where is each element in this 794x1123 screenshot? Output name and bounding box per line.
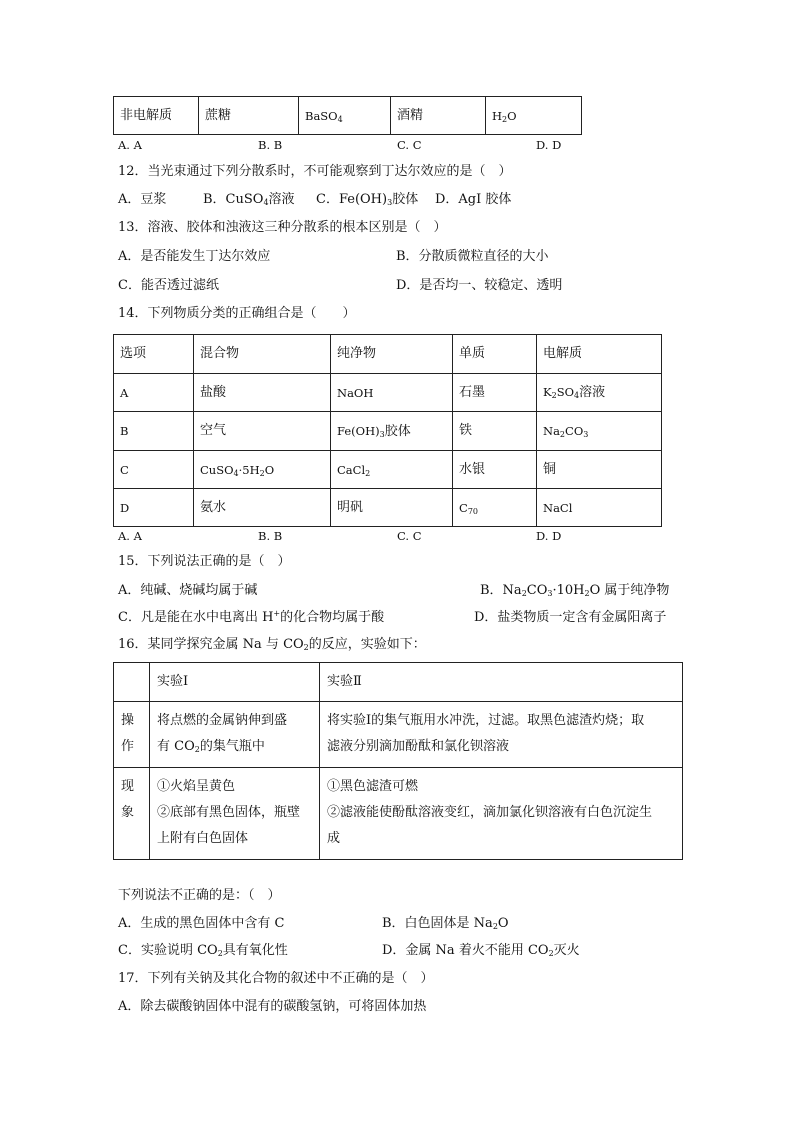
q14-option-c: C. C [397, 529, 422, 543]
label-char: 象 [121, 805, 135, 820]
q15-stem: 15．下列说法正确的是（ ） [118, 554, 291, 569]
q14-classification-table [113, 334, 662, 527]
cell-line [157, 734, 312, 760]
table-cell: 铁 [453, 412, 537, 451]
formula: Na [543, 424, 560, 438]
table-cell: B [114, 412, 194, 451]
subscript: 2 [303, 643, 309, 652]
q14-option-d: D. D [536, 529, 562, 543]
cell-line: 将点燃的金属钠伸到盛 [157, 713, 288, 728]
table-cell: 盐酸 [194, 374, 331, 412]
table-cell [320, 702, 683, 768]
formula: ·5H [238, 462, 260, 477]
table-cell: 空气 [194, 412, 331, 451]
q11-option-a: A. A [118, 138, 142, 152]
q13-option-a: A．是否能发生丁达尔效应 [118, 249, 271, 264]
formula: Fe(OH) [337, 423, 380, 438]
q11-option-c: C. C [397, 138, 422, 152]
q16-b-text: B．白色固体是 Na [382, 916, 493, 931]
subscript: 3 [583, 430, 589, 439]
cell-line: ①火焰呈黄色 [157, 779, 236, 794]
q13-option-c: C．能否透过滤纸 [118, 278, 219, 293]
q16-c-text: C．实验说明 CO [118, 943, 218, 958]
q14-option-b: B. B [258, 529, 283, 543]
q16-stem [118, 636, 426, 654]
q16-experiment-table [113, 662, 683, 860]
q16-stem-tail: 的反应，实验如下： [308, 637, 426, 652]
q16-question: 下列说法不正确的是：（ ） [118, 888, 281, 903]
q17-option-a: A．除去碳酸钠固体中混有的碳酸氢钠，可将固体加热 [118, 999, 427, 1014]
q12-option-a: A．豆浆 [118, 192, 167, 207]
formula: C [459, 500, 468, 515]
formula-h2o: $H_2O$ [492, 108, 517, 124]
table-header: 电解质 [537, 335, 662, 374]
table-header: 选项 [114, 335, 194, 374]
row-label-operation [114, 702, 150, 768]
q12-option-b [203, 191, 295, 209]
table-cell [320, 768, 683, 860]
q16-option-d [382, 942, 580, 960]
q15-option-d: D．盐类物质一定含有金属阳离子 [474, 610, 667, 625]
q12-option-c [316, 191, 418, 209]
q15-c-text: C．凡是能在水中电离出 H [118, 610, 274, 625]
q15-c-tail: 的化合物均属于酸 [280, 610, 385, 625]
table-cell [299, 97, 391, 135]
subscript: 2 [559, 430, 566, 439]
table-cell: 石墨 [453, 374, 537, 412]
q15-b-text: B．Na [480, 583, 522, 598]
table-cell: NaOH [331, 374, 453, 412]
table-cell [331, 412, 453, 451]
q12-stem: 12．当光束通过下列分散系时，不可能观察到丁达尔效应的是（ ） [118, 164, 512, 179]
table-header: 实验Ⅰ [150, 663, 320, 702]
label-char: 作 [121, 739, 135, 754]
q13-stem: 13．溶液、胶体和浊液这三种分散系的根本区别是（ ） [118, 220, 447, 235]
q12-b-tail: 溶液 [268, 192, 295, 207]
q11-option-d: D. D [536, 138, 562, 152]
formula-tail: 溶液 [579, 385, 606, 400]
table-cell: A [114, 374, 194, 412]
table-cell: 酒精 [391, 97, 486, 135]
q15-b-tail: O 属于纯净物 [589, 583, 670, 598]
table-cell [537, 412, 662, 451]
q12-c-text: C．Fe(OH) [316, 192, 388, 207]
formula-tail: 胶体 [384, 423, 411, 439]
q15-option-a: A．纯碱、烧碱均属于碱 [118, 583, 258, 598]
table-cell [453, 489, 537, 527]
q12-c-tail: 胶体 [392, 192, 419, 207]
label-char: 现 [121, 779, 135, 794]
q12-option-d: D．AgI 胶体 [435, 192, 512, 207]
table-cell [486, 97, 582, 135]
q16-option-a: A．生成的黑色固体中含有 C [118, 916, 285, 931]
cell-text: 的集气瓶中 [199, 739, 265, 754]
subscript: 3 [547, 589, 553, 598]
subscript: 3 [379, 429, 385, 439]
table-cell [150, 702, 320, 768]
formula: CuSO [200, 462, 234, 477]
cell-line: 将实验Ⅰ的集气瓶用水冲洗，过滤。取黑色滤渣灼烧；取 [327, 713, 645, 728]
label-char: 操 [121, 713, 135, 728]
q14-option-a: A. A [118, 529, 142, 543]
cell-line: 成 [327, 831, 341, 846]
formula: K [543, 385, 552, 399]
q15-option-c [118, 609, 384, 627]
table-header: 纯净物 [331, 335, 453, 374]
q16-c-tail: 具有氧化性 [222, 943, 288, 958]
table-header: 混合物 [194, 335, 331, 374]
subscript: 70 [467, 506, 478, 516]
cell-line: 滤液分别滴加酚酞和氯化钡溶液 [327, 739, 510, 754]
subscript: 2 [492, 922, 498, 931]
subscript: 2 [365, 468, 371, 478]
table-cell: NaCl [537, 489, 662, 527]
q17-stem: 17．下列有关钠及其化合物的叙述中不正确的是（ ） [118, 971, 434, 986]
table-cell: D [114, 489, 194, 527]
q15-b-text: ·10H [552, 583, 585, 598]
q16-option-c [118, 942, 288, 960]
table-cell: 水银 [453, 451, 537, 489]
subscript: 2 [194, 745, 200, 754]
formula-baso4: BaSO$_4$ [305, 108, 343, 124]
superscript: + [273, 609, 281, 618]
table-header: 单质 [453, 335, 537, 374]
q11-option-b: B. B [258, 138, 283, 152]
table-header: 实验Ⅱ [320, 663, 683, 702]
formula: CaCl [337, 462, 366, 477]
table-cell [114, 663, 150, 702]
cell-line: ①黑色滤渣可燃 [327, 779, 419, 794]
table-cell [194, 451, 331, 489]
q15-option-b [480, 582, 669, 600]
classification-table-partial [113, 96, 582, 135]
formula: SO [556, 385, 574, 399]
formula: O [264, 462, 275, 477]
q13-option-d: D．是否均一、较稳定、透明 [396, 278, 563, 293]
table-cell: 铜 [537, 451, 662, 489]
cell-line: ②滤液能使酚酞溶液变红，滴加氯化钡溶液有白色沉淀生 [327, 805, 653, 820]
formula: CO [565, 424, 584, 438]
subscript: 2 [217, 949, 223, 958]
cell-line: ②底部有黑色固体，瓶壁 [157, 805, 301, 820]
cell-line: 上附有白色固体 [157, 831, 249, 846]
subscript: 2 [521, 589, 527, 598]
q16-option-b [382, 915, 509, 933]
q13-option-b: B．分散质微粒直径的大小 [396, 249, 549, 264]
q12-b-text: B．CuSO [203, 192, 264, 207]
table-cell: 氨水 [194, 489, 331, 527]
q14-stem: 14．下列物质分类的正确组合是（ ） [118, 306, 356, 321]
subscript: 4 [233, 468, 239, 478]
q16-stem-text: 16．某同学探究金属 Na 与 CO [118, 637, 304, 652]
q16-b-tail: O [497, 916, 509, 931]
subscript: 2 [551, 391, 557, 400]
table-cell: 蔗糖 [199, 97, 299, 135]
subscript: 2 [548, 949, 554, 958]
table-cell [331, 451, 453, 489]
cell-text: 有 CO [157, 739, 195, 754]
q16-d-text: D．金属 Na 着火不能用 CO [382, 943, 549, 958]
subscript: 2 [259, 468, 265, 478]
q16-d-tail: 灭火 [553, 943, 580, 958]
table-cell [537, 374, 662, 412]
subscript: 4 [574, 391, 580, 400]
subscript: 4 [263, 198, 269, 207]
table-cell: C [114, 451, 194, 489]
row-label-phenomenon [114, 768, 150, 860]
q15-b-text: CO [526, 583, 548, 598]
subscript: 3 [387, 198, 393, 207]
table-cell: 明矾 [331, 489, 453, 527]
table-cell [150, 768, 320, 860]
subscript: 2 [584, 589, 590, 598]
table-cell: 非电解质 [114, 97, 199, 135]
